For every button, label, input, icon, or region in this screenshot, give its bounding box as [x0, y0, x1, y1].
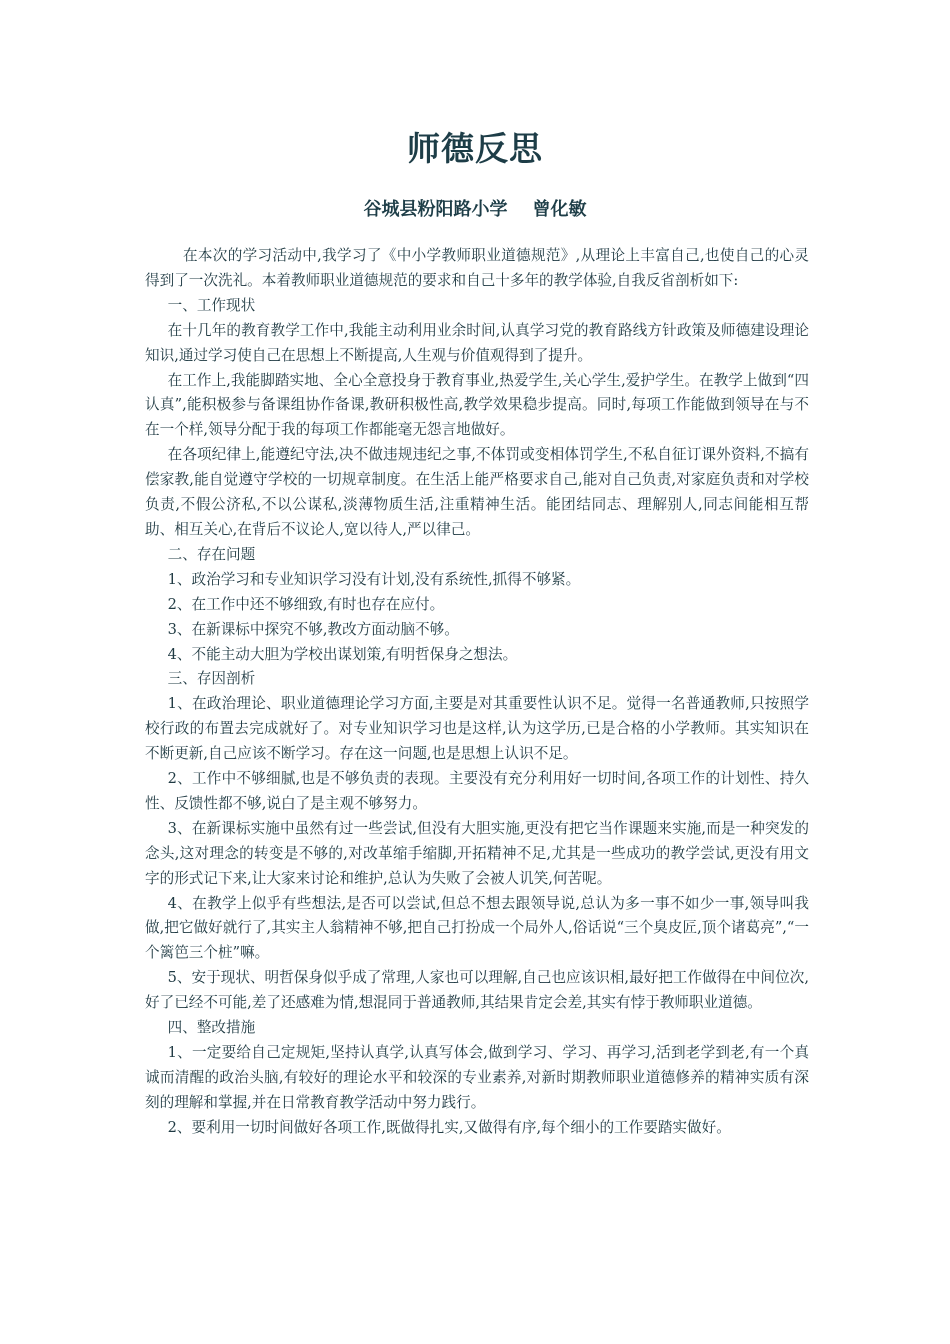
- list-item: 1、政治学习和专业知识学习没有计划,没有系统性,抓得不够紧。: [167, 570, 581, 588]
- list-item: 2、工作中不够细腻,也是不够负责的表现。主要没有充分利用好一切时间,各项工作的计划性、持久性、反馈性都不够,说白了是主观不够努力。: [145, 770, 809, 812]
- section-heading-analysis: 三、存因剖析: [167, 670, 256, 688]
- paragraph: 在十几年的教育教学工作中,我能主动利用业余时间,认真学习党的教育路线方针政策及师德建设理论知识,通过学习使自己在思想上不断提高,人生观与价值观得到了提升。: [145, 321, 809, 364]
- document-title: 师德反思: [407, 129, 543, 168]
- paragraph-intro: 在本次的学习活动中,我学习了《中小学教师职业道德规范》,从理论上丰富自己,也使自己的心灵得到了一次洗礼。本着教师职业道德规范的要求和自己十多年的教学体验,自我反省剖析如下:: [145, 247, 809, 289]
- list-item: 5、安于现状、明哲保身似乎成了常理,人家也可以理解,自己也应该识相,最好把工作做得在中间位次,好了已经不可能,差了还感难为情,想混同于普通教师,其结果肯定会差,其实有悖于教师职业道德。: [145, 969, 809, 1012]
- paragraph: 在工作上,我能脚踏实地、全心全意投身于教育事业,热爱学生,关心学生,爱护学生。在教学上做到“四认真”,能积极参与备课组协作备课,教研积极性高,教学效果稳步提高。同时,每项工作能做到领导在与不在一个样,领导分配于我的每项工作都能毫无怨言地做好。: [145, 371, 809, 439]
- list-item: 4、在教学上似乎有些想法,是否可以尝试,但总不想去跟领导说,总认为多一事不如少一事,领导叫我做,把它做好就行了,其实主人翁精神不够,把自己打扮成一个局外人,俗话说“三个臭皮匠,顶个诸葛亮”,“一个篱笆三个桩”嘛。: [145, 894, 809, 962]
- list-item: 1、在政治理论、职业道德理论学习方面,主要是对其重要性认识不足。觉得一名普通教师,只按照学校行政的布置去完成就好了。对专业知识学习也是这样,认为这学历,已是合格的小学教师。其实知识在不断更新,自己应该不断学习。存在这一问题,也是思想上认识不足。: [145, 695, 809, 763]
- list-item: 2、在工作中还不够细致,有时也存在应付。: [167, 595, 445, 613]
- section-heading-problems: 二、存在问题: [167, 545, 256, 563]
- list-item: 2、要利用一切时间做好各项工作,既做得扎实,又做得有序,每个细小的工作要踏实做好。: [167, 1118, 731, 1136]
- document-body: [145, 244, 809, 1141]
- paragraph: 在各项纪律上,能遵纪守法,决不做违规违纪之事,不体罚或变相体罚学生,不私自征订课外资料,不搞有偿家教,能自觉遵守学校的一切规章制度。在生活上能严格要求自己,能对自己负责,对家庭负责和对学校负责,不假公济私,不以公谋私,淡薄物质生活,注重精神生活。能团结同志、理解别人,同志间能相互帮助、相互关心,在背后不议论人,宽以待人,严以律己。: [145, 446, 809, 538]
- section-heading-measures: 四、整改措施: [167, 1019, 256, 1037]
- list-item: 4、不能主动大胆为学校出谋划策,有明哲保身之想法。: [167, 645, 518, 663]
- list-item: 1、一定要给自己定规矩,坚持认真学,认真写体会,做到学习、学习、再学习,活到老学到老,有一个真诚而清醒的政治头脑,有较好的理论水平和较深的专业素养,对新时期教师职业道德修养的精神实质有深刻的理解和掌握,并在日常教育教学活动中努力践行。: [145, 1044, 809, 1111]
- list-item: 3、在新课标中探究不够,教改方面动脑不够。: [167, 620, 459, 638]
- section-heading-status: 一、工作现状: [167, 296, 256, 314]
- list-item: 3、在新课标实施中虽然有过一些尝试,但没有大胆实施,更没有把它当作课题来实施,而是一种突发的念头,这对理念的转变是不够的,对改革缩手缩脚,开拓精神不足,尤其是一些成功的教学尝试,更没有用文字的形式记下来,让大家来讨论和维护,总认为失败了会被人讥笑,何苦呢。: [145, 819, 809, 887]
- document-subtitle: 谷城县粉阳路小学 曾化敏: [363, 199, 587, 220]
